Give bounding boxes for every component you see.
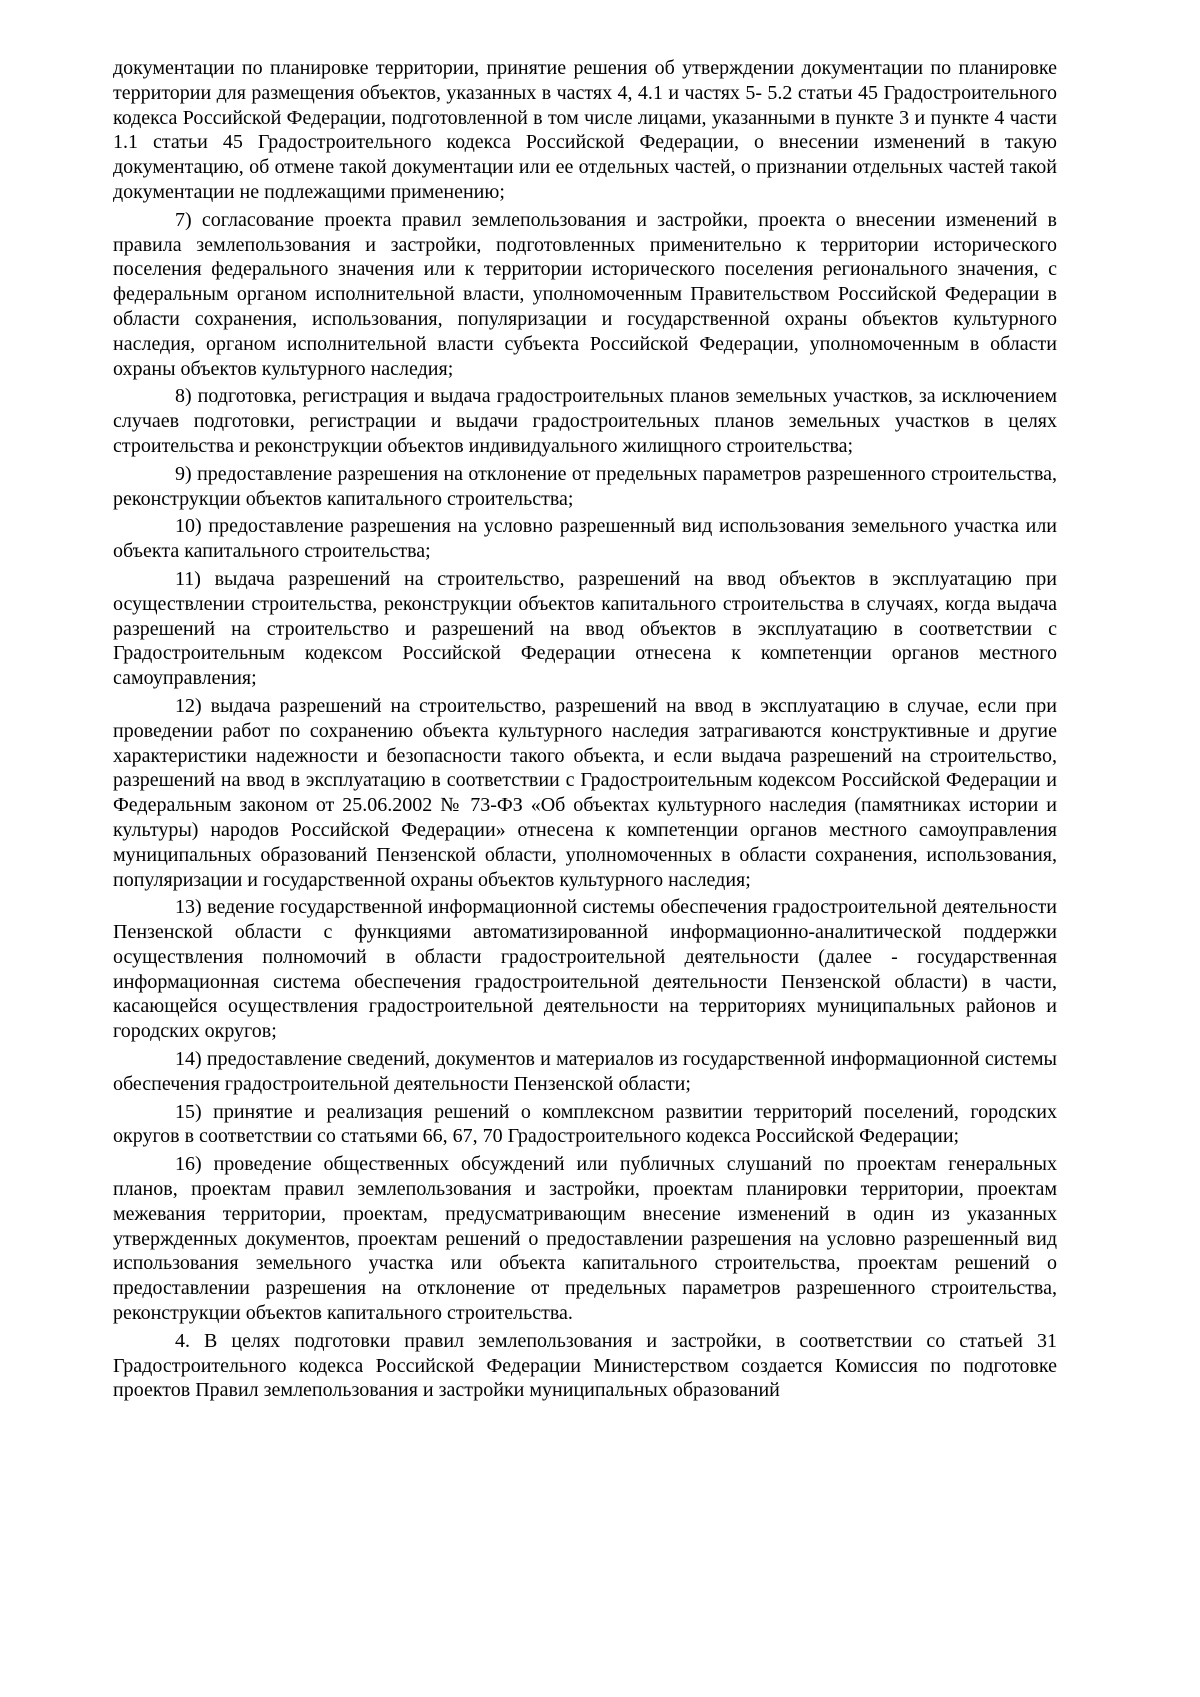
document-page [113, 56, 1057, 1403]
paragraph-item-16: 16) проведение общественных обсуждений или публичных слушаний по проектам генеральных планов, проектам правил землепользования и застройки, проектам планировки территории, проектам межевания территории, проектам, предусматривающим внесение изменений в один из указанных утвержденных документов, проектам решений о предоставлении разрешения на условно разрешенный вид использования земельного участка или объекта капитального строительства, проектам решений о предоставлении разрешения на отклонение от предельных параметров разрешенного строительства, реконструкции объектов капитального строительства. [113, 1153, 1057, 1325]
paragraph-item-13: 13) ведение государственной информационной системы обеспечения градостроительной деятельности Пензенской области с функциями автоматизированной информационно-аналитической поддержки осуществления полномочий в области градостроительной деятельности (далее - государственная информационная система обеспечения градостроительной деятельности Пензенской области) в части, касающейся осуществления градостроительной деятельности на территориях муниципальных районов и городских округов; [113, 896, 1057, 1043]
paragraph-item-9: 9) предоставление разрешения на отклонение от предельных параметров разрешенного строительства, реконструкции объектов капитального строительства; [113, 462, 1057, 510]
paragraph-continuation: документации по планировке территории, принятие решения об утверждении документации по планировке территории для размещения объектов, указанных в частях 4, 4.1 и частях 5- 5.2 статьи 45 Градостроительного кодекса Российской Федерации, подготовленной в том числе лицами, указанными в пункте 3 и пункте 4 части 1.1 статьи 45 Градостроительного кодекса Российской Федерации, о внесении изменений в такую документацию, об отмене такой документации или ее отдельных частей, о признании отдельных частей такой документации не подлежащими применению; [113, 57, 1057, 203]
paragraph-item-8: 8) подготовка, регистрация и выдача градостроительных планов земельных участков, за исключением случаев подготовки, регистрации и выдачи градостроительных планов земельных участков в целях строительства и реконструкции объектов индивидуального жилищного строительства; [113, 385, 1057, 457]
paragraph-item-11: 11) выдача разрешений на строительство, разрешений на ввод объектов в эксплуатацию при осуществлении строительства, реконструкции объектов капитального строительства в случаях, когда выдача разрешений на строительство и разрешений на ввод объектов в эксплуатацию в соответствии с Градостроительным кодексом Российской Федерации отнесена к компетенции органов местного самоуправления; [113, 567, 1057, 690]
paragraph-item-10: 10) предоставление разрешения на условно разрешенный вид использования земельного участка или объекта капитального строительства; [113, 515, 1057, 563]
paragraph-item-7: 7) согласование проекта правил землепользования и застройки, проекта о внесении изменений в правила землепользования и застройки, подготовленных применительно к территории исторического поселения федерального значения или к территории исторического поселения регионального значения, с федеральным органом исполнительной власти, уполномоченным Правительством Российской Федерации в области сохранения, использования, популяризации и государственной охраны объектов культурного наследия, органом исполнительной власти субъекта Российской Федерации, уполномоченным в области охраны объектов культурного наследия; [113, 208, 1057, 380]
paragraph-item-12: 12) выдача разрешений на строительство, разрешений на ввод в эксплуатацию в случае, если при проведении работ по сохранению объекта культурного наследия затрагиваются конструктивные и другие характеристики надежности и безопасности такого объекта, и если выдача разрешений на строительство, разрешений на ввод в эксплуатацию в соответствии с Градостроительным кодексом Российской Федерации и Федеральным законом от 25.06.2002 № 73-ФЗ «Об объектах культурного наследия (памятниках истории и культуры) народов Российской Федерации» отнесена к компетенции органов местного самоуправления муниципальных образований Пензенской области, уполномоченных в области сохранения, использования, популяризации и государственной охраны объектов культурного наследия; [113, 694, 1057, 891]
paragraph-item-14: 14) предоставление сведений, документов и материалов из государственной информационной системы обеспечения градостроительной деятельности Пензенской области; [113, 1048, 1057, 1095]
paragraph-section-4: 4. В целях подготовки правил землепользования и застройки, в соответствии со статьей 31 Градостроительного кодекса Российской Федерации Министерством создается Комиссия по подготовке проектов Правил землепользования и застройки муниципальных образований [113, 1329, 1057, 1402]
paragraph-item-15: 15) принятие и реализация решений о комплексном развитии территорий поселений, городских округов в соответствии со статьями 66, 67, 70 Градостроительного кодекса Российской Федерации; [113, 1100, 1057, 1148]
